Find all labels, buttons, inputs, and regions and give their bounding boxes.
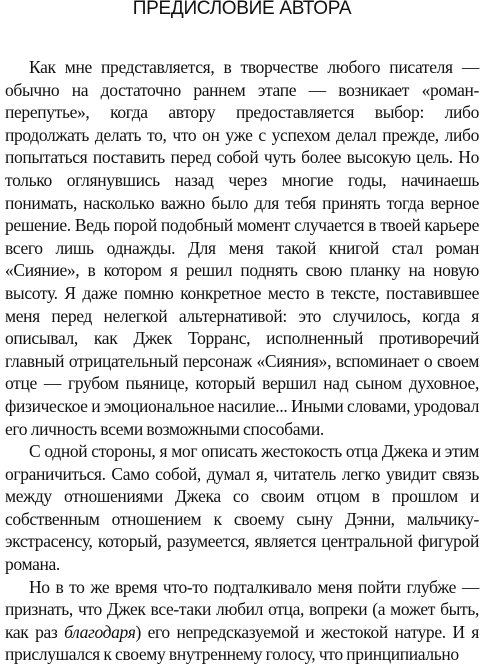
paragraph-1: Как мне представляется, в творчестве любого писателя — обычно на достаточно раннем этапе — возникает «роман-перепутье», когда автору предоставляется выбор: либо продолжать делать то, что он уже с успехом делал прежде, либо попытаться поставить перед собой чуть более высокую цель. Но только оглянувшись назад через многие годы, начинаешь понимать, насколько важно было для тебя принять тогда верное решение. Ведь порой подобный момент случается в твоей карьере всего лишь однажды. Для меня такой книгой стал роман «Сияние», в котором я решил поднять свою планку на новую высоту. Я даже помню конкретное место в тексте, поставившее меня перед нелегкой альтернативой: это случилось, когда я описывал, как Джек Торранс, исполненный противоречий главный отрицательный персонаж «Сияния», вспоминает о своем отце — грубом пьянице, который вершил над сыном духовное, физическое и эмоциональное насилие... Иными словами, уродовал его личность всеми возможными способами. [5, 57, 479, 439]
body-text [5, 56, 479, 666]
paragraph-3 [5, 576, 479, 666]
paragraph-3-text-after: ) его непредсказуемой и жестокой натуре. И я прислушался к своему внутреннему голосу, что принципиально [5, 621, 480, 665]
paragraph-2: С одной стороны, я мог описать жестокость отца Джека и этим ограничиться. Само собой, думал я, читатель легко увидит связь между отношениями Джека со своим отцом в прошлом и собственным отношением к своему сыну Дэнни, мальчику-экстрасенсу, который, разумеется, является центральной фигурой романа. [5, 441, 479, 575]
paragraph-3-emphasis: благодаря [64, 621, 136, 642]
paragraph-3-text-before: Но в то же время что-то подталкивало меня пойти глубже — признать, что Джек все-таки любил отца, вопреки (а может быть, как раз [5, 576, 479, 642]
chapter-heading: ПРЕДИСЛОВИЕ АВТОРА [132, 0, 352, 19]
